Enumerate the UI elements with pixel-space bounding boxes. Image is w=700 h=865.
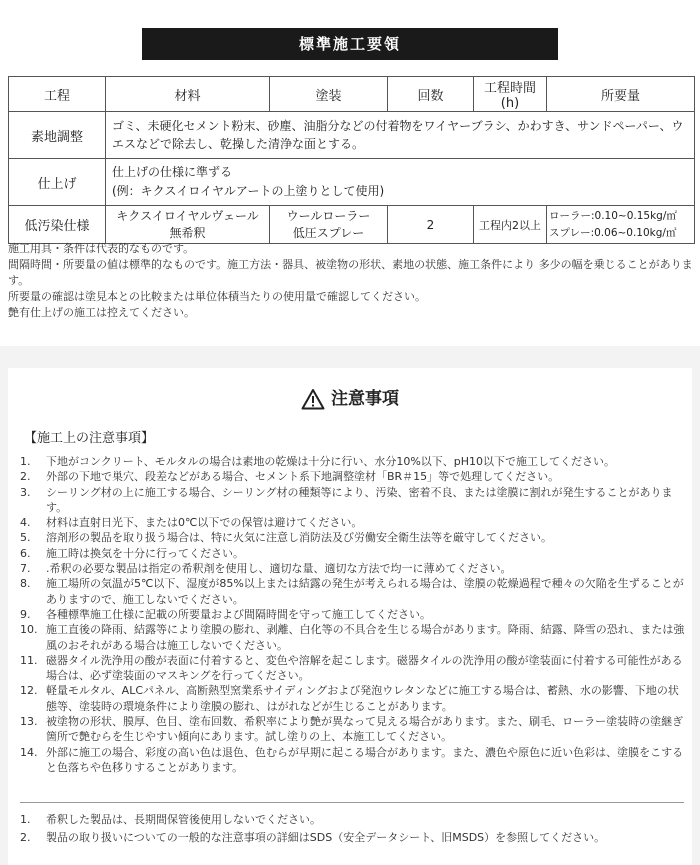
row-label-low-pollution: 低汚染仕様 xyxy=(9,206,106,244)
list-item xyxy=(20,811,686,829)
item-text: 下地がコンクリート、モルタルの場合は素地の乾燥は十分に行い、水分10%以下、pH10以下で施工してください。 xyxy=(46,455,616,468)
list-item xyxy=(20,515,686,530)
list-item xyxy=(20,653,686,684)
item-text: 溶剤形の製品を取り扱う場合は、特に火気に注意し消防法及び労働安全衛生法等を厳守してください。 xyxy=(46,531,552,545)
item-text: 各種標準施工仕様に記載の所要量および間隔時間を守って施工してください。 xyxy=(46,607,431,621)
item-text: 軽量モルタル、ALCパネル、高断熱型窯業系サイディングおよび発泡ウレタンなどに施工する場合は、蓄熱、水の影響、下地の状態等、塗装時の環境条件により塗膜の膨れ、はがれなどが生じることがあります。 xyxy=(46,684,679,713)
item-text: .希釈の必要な製品は指定の希釈剤を使用し、適切な量、適切な方法で均一に薄めてください。 xyxy=(46,562,512,576)
item-number: 2. xyxy=(20,831,31,844)
header-material: 材料 xyxy=(106,77,270,112)
item-number: 13. xyxy=(20,715,38,729)
item-number: 7. xyxy=(20,562,31,576)
header-time: 工程時間(h) xyxy=(474,77,547,112)
item-text: 外部の下地で巣穴、段差などがある場合、セメント系下地調整塗材「BR＃15」等で処理してください。 xyxy=(46,470,560,484)
row-label-substrate: 素地調整 xyxy=(9,112,106,159)
list-item xyxy=(20,829,686,847)
item-text: 材料は直射日光下、または0℃以下での保管は避けてください。 xyxy=(46,516,363,530)
divider xyxy=(20,802,684,803)
page-title: 標準施工要領 xyxy=(142,28,558,60)
table-row xyxy=(9,112,695,159)
finish-line-2: (例：キクスイロイヤルアートの上塗りとして使用) xyxy=(112,184,385,198)
list-item xyxy=(20,454,686,469)
list-item xyxy=(20,683,686,714)
footer-notes xyxy=(20,811,686,847)
item-text: 希釈した製品は、長期間保管後使用しないでください。 xyxy=(46,813,321,826)
item-number: 1. xyxy=(20,813,31,826)
finish-line-1: 仕上げの仕様に準ずる xyxy=(112,165,233,179)
note-line: 施工用具・条件は代表的なものです。 xyxy=(8,242,195,255)
item-text: 施工場所の気温が5℃以下、湿度が85%以上または結露の発生が考えられる場合は、塗膜の乾燥過程で種々の欠陥を生ずることがありますので、施工しないでください。 xyxy=(46,577,684,606)
amount-roller: ローラー:0.10~0.15kg/㎡ xyxy=(549,209,677,222)
time-cell: 工程内2以上 xyxy=(474,206,547,244)
list-item xyxy=(20,714,686,745)
finish-description xyxy=(106,159,695,206)
list-item xyxy=(20,745,686,776)
note-line: 間隔時間・所要量の値は標準的なものです。施工方法・器具、被塗物の形状、素地の状態、施工条件により 多少の幅を乗じることがあります。 xyxy=(8,258,693,287)
list-item xyxy=(20,469,686,484)
list-item xyxy=(20,607,686,622)
material-name: キクスイロイヤルヴェール xyxy=(116,208,259,223)
method-spray: 低圧スプレー xyxy=(292,225,365,240)
item-text: 製品の取り扱いについての一般的な注意事項の詳細はSDS（安全データシート、旧MSDS）を参照してください。 xyxy=(46,831,606,844)
method-roller: ウールローラー xyxy=(286,208,371,223)
warning-icon xyxy=(301,388,325,410)
item-number: 11. xyxy=(20,653,38,667)
note-line: 所要量の確認は塗見本との比較または単位体積当たりの使用量で確認してください。 xyxy=(8,290,426,303)
amount-cell xyxy=(547,206,695,244)
item-text: 外部に施工の場合、彩度の高い色は退色、色むらが早期に起こる場合があります。また、濃色や原色に近い色彩は、塗膜をこすると色落ちや色移りすることがあります。 xyxy=(46,745,684,774)
method-cell xyxy=(270,206,388,244)
header-count: 回数 xyxy=(388,77,474,112)
section-title: 【施工上の注意事項】 xyxy=(24,431,155,446)
caution-section xyxy=(8,368,692,865)
item-text: 被塗物の形状、膜厚、色目、塗布回数、希釈率により艶が異なって見える場合があります。また、刷毛、ローラー塗装時の塗継ぎ箇所で艶むらを生じやすい傾向にあります。試し塗りの上、本施工してください。 xyxy=(46,715,684,744)
item-number: 1. xyxy=(20,455,31,468)
header-coating: 塗装 xyxy=(270,77,388,112)
item-number: 10. xyxy=(20,623,38,637)
material-cell xyxy=(106,206,270,244)
item-text: 磁器タイル洗浄用の酸が表面に付着すると、変色や溶解を起こします。磁器タイルの洗浄用の酸が塗装面に付着する可能性がある場合は、必ず塗装面のマスキングを行ってください。 xyxy=(46,653,683,683)
list-item xyxy=(20,485,686,516)
list-item xyxy=(20,546,686,561)
material-dilution: 無希釈 xyxy=(169,225,206,240)
item-text: 施工時は換気を十分に行ってください。 xyxy=(46,546,244,560)
table-header-row xyxy=(9,77,695,112)
item-number: 12. xyxy=(20,684,38,698)
row-label-finish: 仕上げ xyxy=(9,159,106,206)
spec-notes xyxy=(8,241,698,321)
item-text: シーリング材の上に施工する場合、シーリング材の種類等により、汚染、密着不良、または塗膜に割れが発生することがあります。 xyxy=(46,485,673,514)
substrate-description: ゴミ、未硬化セメント粉末、砂塵、油脂分などの付着物をワイヤーブラシ、かわすき、サンドペーパー、ウエスなどで除去し、乾操した清浄な面とする。 xyxy=(106,112,695,159)
spec-table xyxy=(8,76,695,244)
item-number: 4. xyxy=(20,516,31,530)
item-number: 9. xyxy=(20,607,31,621)
list-item xyxy=(20,530,686,545)
table-row xyxy=(9,206,695,244)
spec-section xyxy=(0,0,700,346)
list-item xyxy=(20,576,686,607)
header-amount: 所要量 xyxy=(547,77,695,112)
item-number: 3. xyxy=(20,485,31,499)
caution-heading xyxy=(8,385,692,413)
item-number: 8. xyxy=(20,577,31,591)
note-line: 艶有仕上げの施工は控えてください。 xyxy=(8,306,195,319)
amount-spray: スプレー:0.06~0.10kg/㎡ xyxy=(549,226,677,239)
count-cell: 2 xyxy=(388,206,474,244)
item-number: 2. xyxy=(20,470,31,484)
item-text: 施工直後の降雨、結露等により塗膜の膨れ、剥離、白化等の不具合を生じる場合があります。降雨、結露、降雪の恐れ、または強風のおそれがある場合は施工しないでください。 xyxy=(46,623,685,652)
header-process: 工程 xyxy=(9,77,106,112)
item-number: 5. xyxy=(20,531,31,545)
caution-list xyxy=(20,454,686,775)
item-number: 14. xyxy=(20,745,38,759)
list-item xyxy=(20,622,686,653)
item-number: 6. xyxy=(20,546,31,560)
table-row xyxy=(9,159,695,206)
list-item xyxy=(20,561,686,576)
caution-heading-text: 注意事項 xyxy=(331,389,399,409)
